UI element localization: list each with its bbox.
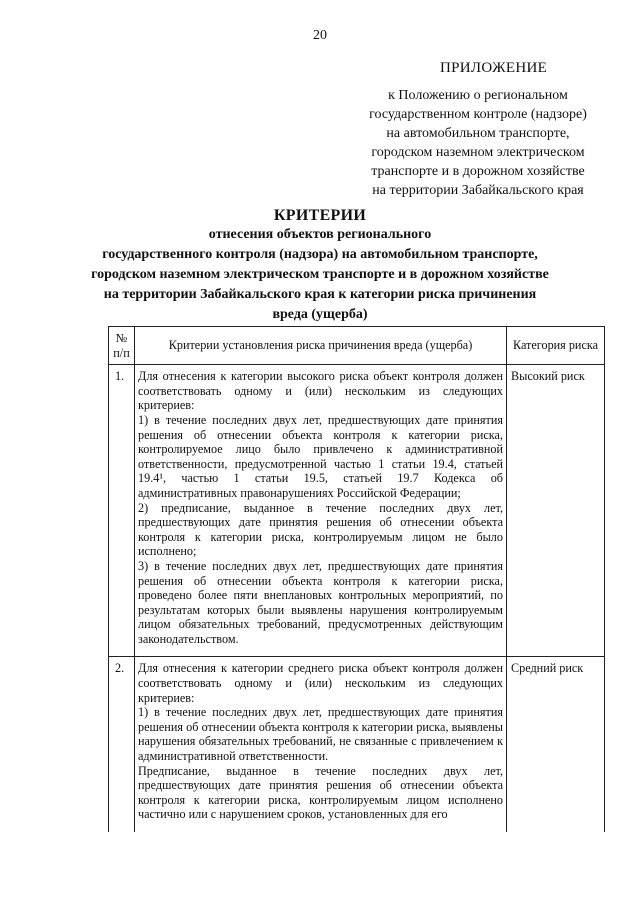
row-number: 2. bbox=[109, 657, 135, 832]
table-row bbox=[109, 365, 605, 657]
appendix-reference-line: на территории Забайкальского края bbox=[372, 183, 584, 198]
appendix-reference-line: к Положению о региональном bbox=[388, 88, 568, 103]
criteria-paragraph: 3) в течение последних двух лет, предшествующих дате принятия решения об отнесении объекта контроля к категории риска, проведено более пяти внеплановых контрольных мероприятий, по результатам которых были выявлены нарушения контролируемым лицом обязательных требований, предусмотренных действующим законодательством. bbox=[138, 558, 503, 646]
row-category: Высокий риск bbox=[507, 365, 605, 657]
criteria-subtitle bbox=[70, 225, 570, 325]
table-row bbox=[109, 657, 605, 832]
criteria-paragraph: 2) предписание, выданное в течение последних двух лет, предшествующих дате принятия решения об отнесении объекта контроля к категории риска, контролируемым лицом не было исполнено; bbox=[138, 500, 503, 559]
appendix-reference-line: государственном контроле (надзоре) bbox=[369, 107, 587, 122]
appendix-reference-line: на автомобильном транспорте, bbox=[386, 126, 570, 141]
criteria-subtitle-line: вреда (ущерба) bbox=[272, 307, 368, 322]
criteria-heading: КРИТЕРИИ bbox=[273, 207, 367, 224]
criteria-paragraph: 1) в течение последних двух лет, предшествующих дате принятия решения об отнесении объекта контроля к категории риска, контролируемое лицо было привлечено к административной ответственности, предусмотренной частью 1 статьи 19.4, статьей 19.4¹, частью 1 статьи 19.5, статьей 19.7 Кодекса об административных правонарушениях Российской Федерации; bbox=[138, 412, 503, 500]
page-number: 20 bbox=[313, 28, 327, 43]
appendix-reference-line: транспорте и в дорожном хозяйстве bbox=[371, 164, 585, 179]
row-category: Средний риск bbox=[507, 657, 605, 832]
appendix-title: ПРИЛОЖЕНИЕ bbox=[440, 60, 548, 76]
header-category: Категория риска bbox=[507, 327, 605, 365]
appendix-reference bbox=[350, 86, 606, 200]
criteria-subtitle-line: городском наземном электрическом транспорте и в дорожном хозяйстве bbox=[91, 267, 549, 282]
criteria-paragraph: Для отнесения к категории высокого риска объект контроля должен соответствовать одному и (или) нескольким из следующих критериев: bbox=[138, 369, 503, 413]
criteria-paragraph: Для отнесения к категории среднего риска объект контроля должен соответствовать одному и (или) нескольким из следующих критериев: bbox=[138, 661, 503, 705]
header-criteria: Критерии установления риска причинения вреда (ущерба) bbox=[135, 327, 507, 365]
criteria-subtitle-line: отнесения объектов регионального bbox=[208, 227, 432, 242]
row-criteria bbox=[135, 657, 507, 832]
header-number: № п/п bbox=[109, 327, 135, 365]
criteria-subtitle-line: государственного контроля (надзора) на автомобильном транспорте, bbox=[102, 247, 538, 262]
criteria-paragraph: 1) в течение последних двух лет, предшествующих дате принятия решения об отнесении объекта контроля к категории риска, выявлены нарушения обязательных требований, не связанные с привлечением к административной ответственности. bbox=[138, 705, 503, 764]
appendix-reference-line: городском наземном электрическом bbox=[371, 145, 585, 160]
criteria-subtitle-line: на территории Забайкальского края к категории риска причинения bbox=[103, 287, 537, 302]
criteria-paragraph: Предписание, выданное в течение последних двух лет, предшествующих дате принятия решения об отнесении объекта контроля к категории риска, контролируемым лицом исполнено частично или с нарушением сроков, установленных для его bbox=[138, 763, 503, 822]
criteria-table bbox=[108, 326, 605, 832]
row-criteria bbox=[135, 365, 507, 657]
table-header-row bbox=[109, 327, 605, 365]
row-number: 1. bbox=[109, 365, 135, 657]
